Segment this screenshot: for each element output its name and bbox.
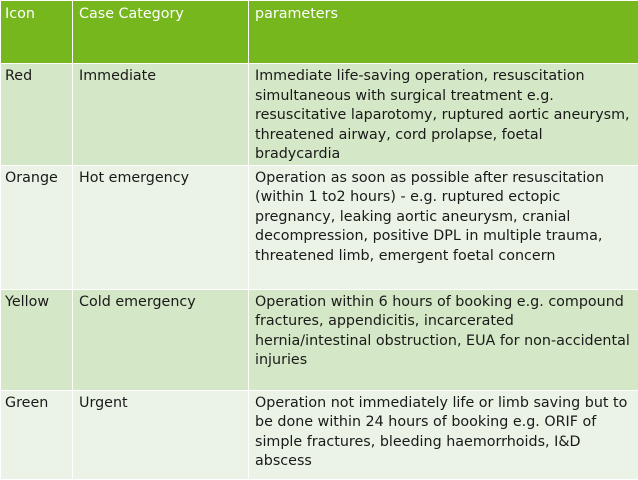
cell-parameters: Operation within 6 hours of booking e.g. compound fractures, appendicitis, incarcerated hernia/intestinal obstruction, EUA for non-accidental injuries bbox=[249, 289, 638, 390]
header-row bbox=[1, 1, 638, 64]
cell-icon: Yellow bbox=[1, 289, 73, 390]
cell-parameters: Immediate life-saving operation, resuscitation simultaneous with surgical treatment e.g. resuscitative laparotomy, ruptured aortic aneurysm, threatened airway, cord prolapse, foetal bradycardia bbox=[249, 64, 638, 166]
header-icon: Icon bbox=[1, 1, 73, 64]
cell-icon: Red bbox=[1, 64, 73, 166]
cell-category: Cold emergency bbox=[73, 289, 249, 390]
cell-icon: Orange bbox=[1, 165, 73, 289]
cell-category: Immediate bbox=[73, 64, 249, 166]
table-row-orange bbox=[1, 165, 638, 289]
cell-category: Hot emergency bbox=[73, 165, 249, 289]
table-row-red bbox=[1, 64, 638, 166]
cell-icon: Green bbox=[1, 390, 73, 479]
cell-parameters: Operation as soon as possible after resuscitation (within 1 to2 hours) - e.g. ruptured ectopic pregnancy, leaking aortic aneurysm, cranial decompression, positive DPL in multiple trauma, threatened limb, emergent foetal concern bbox=[249, 165, 638, 289]
table-row-green bbox=[1, 390, 638, 479]
header-parameters: parameters bbox=[249, 1, 638, 64]
header-case-category: Case Category bbox=[73, 1, 249, 64]
table-row-yellow bbox=[1, 289, 638, 390]
cell-category: Urgent bbox=[73, 390, 249, 479]
cell-parameters: Operation not immediately life or limb saving but to be done within 24 hours of booking e.g. ORIF of simple fractures, bleeding haemorrhoids, I&D abscess bbox=[249, 390, 638, 479]
